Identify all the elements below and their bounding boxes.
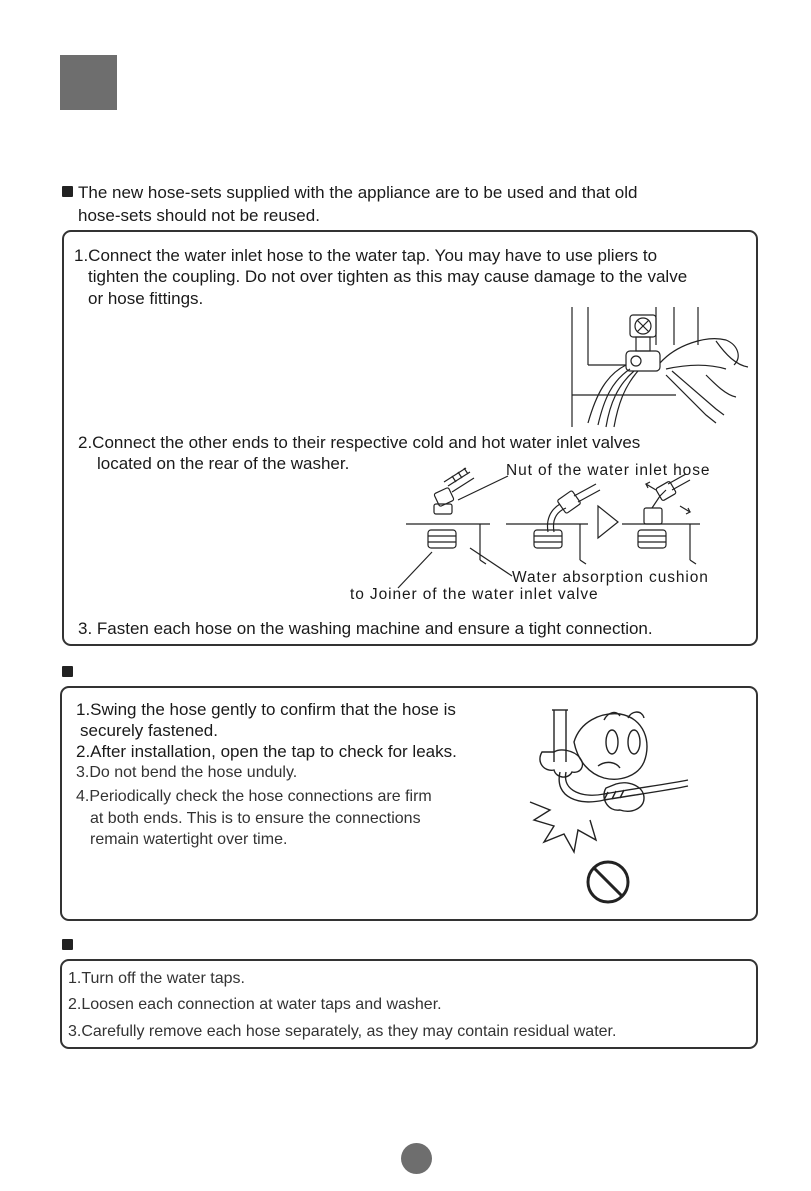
intro-note <box>78 181 758 227</box>
bullet-icon <box>62 939 73 950</box>
intro-line: The new hose-sets supplied with the appliance are to be used and that old <box>78 183 638 202</box>
check-item4-line3: remain watertight over time. <box>90 831 288 848</box>
step1-line3: or hose fittings. <box>88 289 204 308</box>
intro-line: hose-sets should not be reused. <box>78 206 320 225</box>
step1-line1: 1.Connect the water inlet hose to the water tap. You may have to use pliers to <box>74 246 658 265</box>
bullet-icon <box>62 666 73 677</box>
remove-item3: 3.Carefully remove each hose separately, as they may contain residual water. <box>68 1023 617 1040</box>
label-nut: Nut of the water inlet hose <box>506 462 711 479</box>
step2-line1: 2.Connect the other ends to their respective cold and hot water inlet valves <box>78 433 641 452</box>
bullet-icon <box>62 186 73 197</box>
remove-item1: 1.Turn off the water taps. <box>68 970 245 987</box>
check-item1-line2: securely fastened. <box>80 721 218 740</box>
step3: 3. Fasten each hose on the washing machine and ensure a tight connection. <box>78 619 653 638</box>
check-item4-line2: at both ends. This is to ensure the connections <box>90 810 421 827</box>
section-marker <box>60 55 117 110</box>
step2-line2: located on the rear of the washer. <box>97 454 350 473</box>
check-item1-line1: 1.Swing the hose gently to confirm that the hose is <box>76 700 456 719</box>
check-item2: 2.After installation, open the tap to check for leaks. <box>76 742 457 761</box>
page-number-marker <box>401 1143 432 1174</box>
check-item4-line1: 4.Periodically check the hose connections are firm <box>76 788 432 805</box>
tap-pliers-illustration <box>566 305 752 430</box>
remove-item2: 2.Loosen each connection at water taps and washer. <box>68 996 442 1013</box>
hose-cartoon-illustration <box>520 702 692 912</box>
label-joiner: to Joiner of the water inlet valve <box>350 586 599 603</box>
label-cushion: Water absorption cushion <box>512 569 709 586</box>
check-item3: 3.Do not bend the hose unduly. <box>76 764 298 781</box>
step1-line2: tighten the coupling. Do not over tighten as this may cause damage to the valve <box>88 267 688 286</box>
